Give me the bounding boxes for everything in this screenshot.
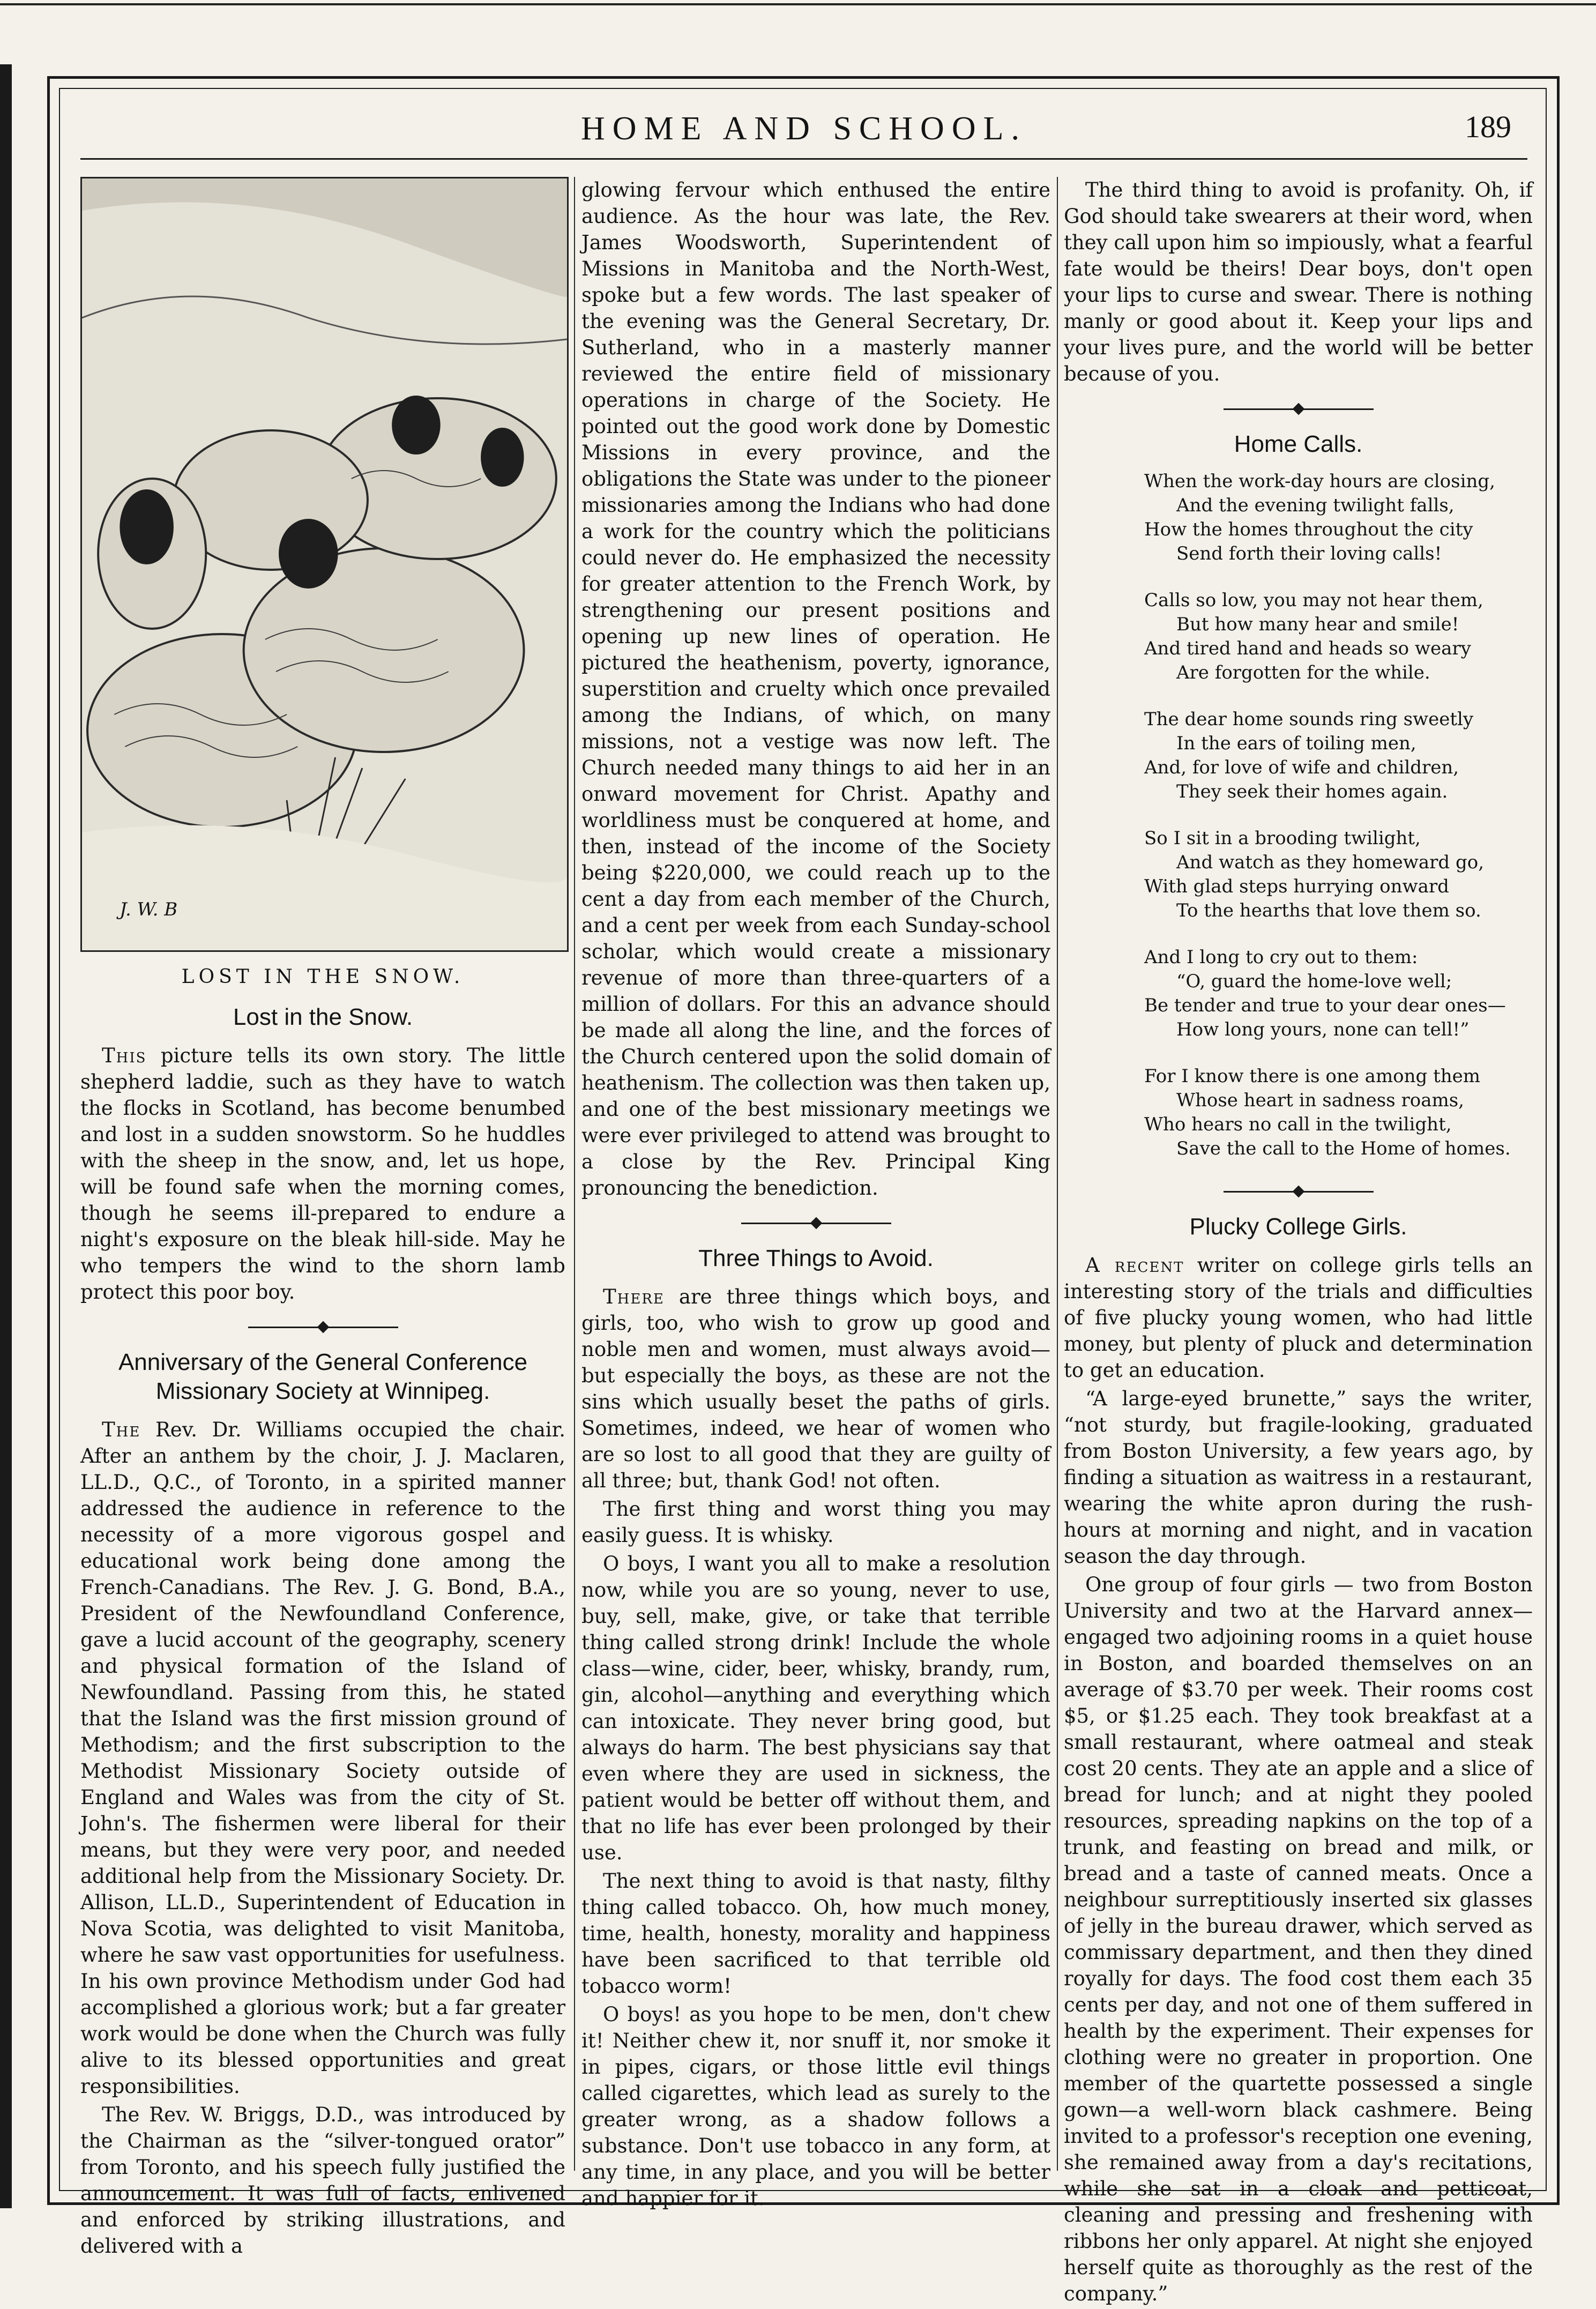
- article-paragraph: “A large-eyed brunette,” says the writer, “not sturdy, but fragile-looking, graduated from Boston University, a few years ago, by finding a situation as waitress in a restaurant, wearing the white apron during the rush-hours at morning and night, and in vacation season the day through.: [1064, 1387, 1533, 1568]
- article-paragraph: [80, 1042, 565, 1305]
- page-header: [80, 99, 1527, 160]
- sheep-in-snow-illustration: [80, 177, 569, 952]
- poem-line: Are forgotten for the while.: [1176, 662, 1430, 683]
- column-left: [80, 177, 565, 2261]
- poem-line: And the evening twilight falls,: [1176, 495, 1455, 516]
- artist-signature: J. W. B: [120, 899, 178, 920]
- article-title-lost-in-snow: Lost in the Snow.: [233, 1004, 413, 1030]
- poem-line: The dear home sounds ring sweetly: [1144, 709, 1474, 730]
- poem-home-calls: [1064, 470, 1533, 1161]
- article-paragraph: glowing fervour which enthused the entire audience. As the hour was late, the Rev. James Woodsworth, Superintendent of Missions in Manitoba and the North-West, spoke but a few words. The last speaker of the evening was the General Secretary, Dr. Sutherland, who in a masterly manner reviewed the entire field of missionary operations in charge of the Society. He pointed out the good work done by Domestic Missions in every province, and the obligations the State was under to the pioneer missionaries among the Indians who had done a work for the country which the politicians could never do. He emphasized the necessity for greater attention to the French Work, by strengthening our present positions and opening up new lines of operation. He pictured the heathenism, poverty, ignorance, superstition and cruelty which once prevailed among the Indians, of which, on many missions, not a vestige was now left. The Church needed many things to aid her in an onward movement for Christ. Apathy and worldliness must be conquered at home, and then, instead of the income of the Society being $220,000, we could reach up to the cent a day from each member of the Church, and a cent per week from each Sunday-school scholar, which would create a missionary revenue of more than three-quarters of a million of dollars. For this an advance should be made all along the line, and the forces of the Church centered upon the solid domain of heathenism. The collection was then taken up, and one of the best missionary meetings we were ever privileged to attend was brought to a close by the Rev. Principal King pronouncing the benediction.: [581, 178, 1050, 1200]
- article-paragraph: The third thing to avoid is profanity. Oh, if God should take swearers at their word, when they call upon him so impiously, what a fearful fate would be theirs! Dear boys, don't open your lips to curse and swear. There is nothing manly or good about it. Keep your lips and your lives pure, and the world will be better because of you.: [1064, 178, 1533, 385]
- poem-line: When the work-day hours are closing,: [1144, 471, 1495, 492]
- poem-line: Be tender and true to your dear ones—: [1144, 995, 1506, 1016]
- lead-word: There: [603, 1285, 665, 1308]
- poem-line: They seek their homes again.: [1176, 781, 1448, 802]
- poem-line: How the homes throughout the city: [1144, 519, 1473, 540]
- article-paragraph: [80, 1417, 565, 2099]
- poem-stanza: [1064, 1064, 1533, 1161]
- page-number: 189: [1465, 109, 1511, 144]
- scan-top-rule: [0, 3, 1596, 5]
- section-divider: [1224, 401, 1374, 417]
- poem-line: For I know there is one among them: [1144, 1066, 1481, 1087]
- article-paragraph: The Rev. W. Briggs, D.D., was introduced by the Chairman as the “silver-tongued orator” from Toronto, and his speech fully justified the announcement. It was full of facts, enlivened and enforced by striking illustrations, and delivered with a: [80, 2103, 565, 2258]
- column-rule: [1057, 177, 1058, 2171]
- poem-stanza: [1064, 826, 1533, 923]
- article-paragraph: The first thing and worst thing you may easily guess. It is whisky.: [581, 1498, 1050, 1547]
- engraving-drawing: [82, 178, 567, 950]
- article-paragraph: O boys! as you hope to be men, don't chew it! Neither chew it, nor snuff it, nor smoke it in pipes, cigars, or those little evil things called cigarettes, which lead as surely to the greater wrong, as a shadow follows a substance. Don't use tobacco in any form, at any time, in any place, and you will be better and happier for it.: [581, 2003, 1050, 2210]
- poem-line: Whose heart in sadness roams,: [1176, 1090, 1464, 1111]
- lead-word: The: [102, 1418, 141, 1441]
- poem-stanza: [1064, 707, 1533, 804]
- poem-title-home-calls: Home Calls.: [1234, 431, 1363, 457]
- lead-word: This: [102, 1044, 147, 1067]
- article-title-anniversary: Anniversary of the General Conference Missionary Society at Winnipeg.: [118, 1349, 528, 1404]
- column-rule: [574, 177, 575, 2171]
- section-divider: [1224, 1183, 1374, 1200]
- poem-line: In the ears of toiling men,: [1176, 733, 1416, 754]
- poem-line: Send forth their loving calls!: [1176, 543, 1442, 564]
- poem-line: How long yours, none can tell!”: [1176, 1019, 1470, 1040]
- article-paragraph: [581, 1284, 1050, 1494]
- article-paragraph: O boys, I want you all to make a resolution now, while you are so young, never to use, buy, sell, make, give, or take that terrible thing called strong drink! Include the whole class—wine, cider, beer, whisky, brandy, rum, gin, alcohol—anything and everything which can intoxicate. They never bring good, but always do harm. The best physicians say that even where they are used in sickness, the patient would be better off without them, and that no life has ever been prolonged by their use.: [581, 1552, 1050, 1864]
- illustration-caption: LOST IN THE SNOW.: [181, 966, 465, 988]
- poem-line: So I sit in a brooding twilight,: [1144, 828, 1421, 849]
- poem-line: And tired hand and heads so weary: [1144, 638, 1471, 659]
- paragraph-text: writer on college girls tells an interesting story of the trials and difficulties of five plucky young women, who had little money, but plenty of pluck and determination to get an education.: [1064, 1254, 1533, 1382]
- poem-line: With glad steps hurrying onward: [1144, 876, 1449, 897]
- poem-line: Who hears no call in the twilight,: [1144, 1114, 1452, 1135]
- paragraph-text: Rev. Dr. Williams occupied the chair. After an anthem by the choir, J. J. Maclaren, LL.D., Q.C., of Toronto, in a spirited manner addressed the audience in reference to the necessity of a more vigorous gospel and educational work being done among the French-Canadians. The Rev. J. G. Bond, B.A., President of the Newfoundland Conference, gave a lucid account of the geography, scenery and physical formation of the Island of Newfoundland. Passing from this, he stated that the Island was the first mission ground of Methodism; and the first subscription to the Methodist Missionary Society outside of England and Wales was from the city of St. John's. The fishermen were liberal for their means, but they were very poor, and needed additional help from the Missionary Society. Dr. Allison, LL.D., Superintendent of Education in Nova Scotia, was delighted to visit Manitoba, where he saw vast opportunities for usefulness. In his own province Methodism under God had accomplished a glorious work; but a far greater work would be done when the Church was fully alive to its blessed opportunities and great responsibilities.: [80, 1418, 565, 2098]
- section-divider: [741, 1215, 891, 1231]
- article-paragraph: One group of four girls — two from Boston University and two at the Harvard annex—engaged two adjoining rooms in a quiet house in Boston, and boarded themselves on an average of $3.70 per week. Their rooms cost $5, or $1.25 each. They took breakfast at a small restaurant, where oatmeal and steak cost 20 cents. They ate an apple and a slice of bread for lunch; and at night they pooled resources, spreading napkins on the top of a trunk, and feasting on bread and milk, or bread and a taste of canned meats. Once a neighbour surreptitiously inserted six glasses of jelly in the bureau drawer, which served as commissary department, and then they dined royally for days. The food cost them each 35 cents per day, and not one of them suffered in health by the experiment. Their expenses for clothing were no greater in proportion. One member of the quartette possessed a single gown—a well-worn black cashmere. Being invited to a professor's reception one evening, she remained away from a day's recitations, while she sat in a cloak and petticoat, cleaning and pressing and freshening with ribbons her only apparel. At night she enjoyed herself quite as thoroughly as the rest of the company.”: [1064, 1573, 1533, 2305]
- poem-line: And, for love of wife and children,: [1144, 757, 1459, 778]
- poem-stanza: [1064, 470, 1533, 566]
- binding-edge: [0, 64, 12, 2208]
- column-middle: [581, 177, 1050, 2214]
- poem-line: To the hearths that love them so.: [1176, 900, 1481, 921]
- poem-line: And watch as they homeward go,: [1176, 852, 1484, 873]
- poem-line: Save the call to the Home of homes.: [1176, 1138, 1511, 1159]
- poem-line: “O, guard the home-love well;: [1176, 971, 1452, 992]
- article-title-plucky-college-girls: Plucky College Girls.: [1189, 1213, 1407, 1240]
- poem-line: And I long to cry out to them:: [1144, 947, 1418, 968]
- lead-word: A recent: [1085, 1254, 1184, 1277]
- column-right: [1064, 177, 1533, 2309]
- section-divider: [248, 1319, 398, 1335]
- running-head: HOME AND SCHOOL.: [581, 110, 1027, 147]
- poem-stanza: [1064, 945, 1533, 1042]
- poem-line: But how many hear and smile!: [1176, 614, 1459, 635]
- paragraph-text: are three things which boys, and girls, too, who wish to grow up good and noble men and women, must always avoid—but especially the boys, as these are not the sins which usually beset the paths of girls. Sometimes, indeed, we hear of women who are so lost to all good that they are guilty of all three; but, thank God! not often.: [581, 1285, 1050, 1492]
- paragraph-text: picture tells its own story. The little shepherd laddie, such as they have to watch the flocks in Scotland, has become benumbed and lost in a sudden snowstorm. So he huddles with the sheep in the snow, and, let us hope, will be found safe when the morning comes, though he seems ill-prepared to endure a night's exposure on the bleak hill-side. May he who tempers the wind to the shorn lamb protect this poor boy.: [80, 1044, 565, 1304]
- poem-line: Calls so low, you may not hear them,: [1144, 590, 1483, 611]
- poem-stanza: [1064, 589, 1533, 685]
- article-paragraph: [1064, 1252, 1533, 1383]
- article-title-three-things: Three Things to Avoid.: [698, 1245, 934, 1271]
- article-paragraph: The next thing to avoid is that nasty, filthy thing called tobacco. Oh, how much money, time, health, honesty, morality and happiness have been sacrificed to that terrible old tobacco worm!: [581, 1869, 1050, 1998]
